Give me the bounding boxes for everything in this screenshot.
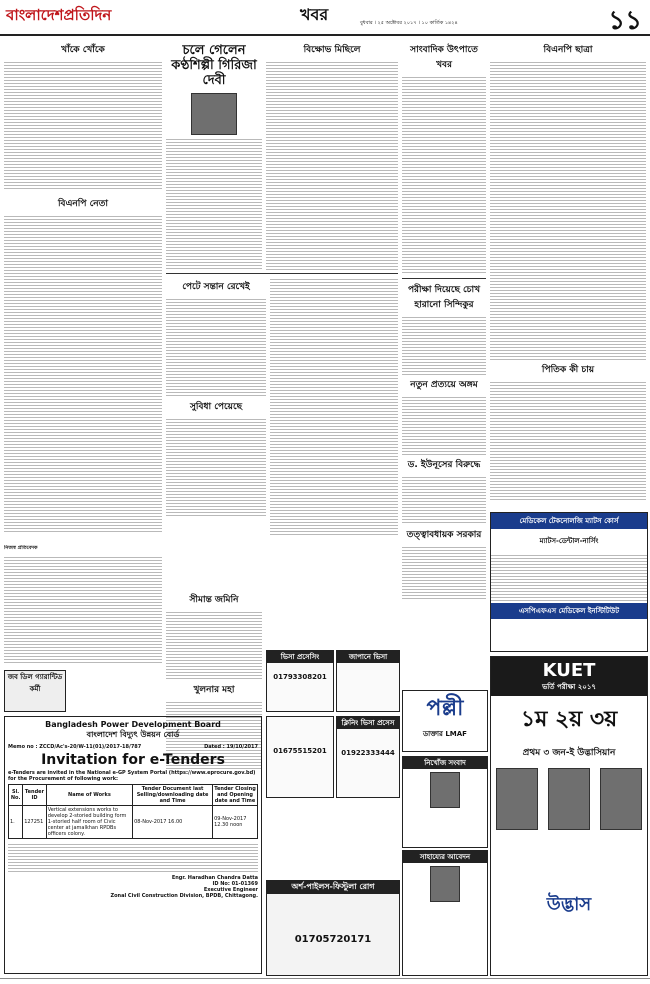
footer (0, 978, 650, 984)
ad-medical-body (491, 553, 647, 603)
ad-gold (4, 670, 66, 712)
ad-udvash (490, 656, 648, 976)
story-10-body (402, 315, 486, 375)
column-right-2 (490, 40, 646, 510)
ad-obituary-title: নিখোঁজ সংবাদ (403, 757, 487, 769)
tender-memo: Memo no : ZCCD/Ac's-20/W-11(01)/2017-18/787 (8, 744, 142, 750)
tender-cell: Vertical extensions works to develop 2-storied building form 1-storied half room of Civic center at jamalkhan RPDBs officers colony. (46, 806, 132, 839)
ad-pile (266, 880, 400, 976)
ad-phone-2-number: 01675515201 (273, 747, 327, 755)
tender-cell: 127251 (23, 806, 47, 839)
story-3 (4, 196, 162, 534)
kuet-sub: ভর্তি পরীক্ষা ২০১৭ (542, 683, 596, 691)
story-6-body (166, 417, 266, 517)
story-12-body (402, 475, 486, 525)
story-5-title: পেটে সন্তান রেখেই (182, 282, 250, 292)
ad-obituary (402, 756, 488, 848)
ad-tender (4, 716, 262, 974)
ad-phone-2 (266, 716, 334, 798)
story-15-title: পিতিক কী চায় (541, 365, 595, 375)
story-3-continued (4, 555, 162, 665)
story-7-body (402, 75, 486, 275)
ad-visa-2 (336, 650, 400, 712)
story-8-body (166, 610, 262, 680)
ad-help (402, 850, 488, 976)
topper-photo (496, 768, 538, 830)
story-11-body (402, 395, 486, 455)
ad-medical (490, 512, 648, 652)
story-1-title: খাঁকে খোঁকে (61, 45, 105, 55)
topper-photo (548, 768, 590, 830)
tender-heading: Invitation for e-Tenders (41, 752, 225, 768)
ad-pally-sub: ডাক্তার LMAF (423, 730, 467, 738)
story-4-continued (270, 277, 398, 537)
column-center (166, 40, 398, 580)
story-14-body (490, 60, 646, 360)
brand-logo: বাংলাদেশপ্রতিদিন (6, 6, 112, 24)
story-1 (4, 42, 162, 190)
story-12-title: ড. ইউনূসের বিরুদ্ধে (407, 460, 481, 470)
kuet-line: প্রথম ৩ জন-ই উদ্ভাসিয়ান (522, 748, 616, 758)
ad-medical-sub: ম্যাটস-ডেন্টাল-নার্সিং (539, 537, 599, 545)
ad-pile-phone: 01705720171 (294, 934, 372, 945)
tender-cell: 08-Nov-2017 16.00 (133, 806, 213, 839)
tender-signer-unit: Zonal Civil Construction Division, BPDB, Chittagong. (110, 893, 258, 899)
story-4-title: বিক্ষোভ মিছিলে (303, 45, 361, 55)
story-2-title: চলে গেলেন কণ্ঠশিল্পী গিরিজা দেবী (171, 43, 257, 88)
story-6-title: সুবিধা পেয়েছে (189, 402, 243, 412)
tender-col: Name of Works (46, 785, 132, 806)
tender-cell: 09-Nov-2017 12.30 noon (213, 806, 258, 839)
dateline: বুধবার । ২৫ অক্টোবর ২০১৭ । ১০ কার্তিক ১৪২৪ (360, 20, 458, 26)
masthead (0, 0, 650, 36)
story-13-body (402, 545, 486, 600)
story-14-title: বিএনপি ছাত্রা (543, 45, 593, 55)
story-9-title: খুলনার মহা (193, 685, 235, 695)
story-3-body (4, 214, 162, 534)
story-13-title: তত্ত্বাবধায়ক সরকার (406, 530, 482, 540)
tender-col: Tender ID (23, 785, 47, 806)
story-15-body (490, 380, 646, 500)
tender-table-header (9, 785, 258, 806)
tender-col: Tender Document last Selling/downloading date and Time (133, 785, 213, 806)
ad-visa-2-title: জাপানে ভিসা (337, 651, 399, 663)
story-7-title: সাংবাদিক উৎপাতে খবর (410, 45, 478, 70)
story-11-title: নতুন প্রত্যয়ে অঙ্গম (410, 380, 478, 390)
column-left (4, 40, 162, 540)
ad-visa-phone: 01793308201 (273, 673, 327, 681)
obituary-photo (430, 772, 460, 808)
story-1-body (4, 60, 162, 190)
ad-visa-title: ভিসা প্রসেসিং (267, 651, 333, 663)
column-left-lower (4, 545, 162, 665)
ad-medical-inst: এসপিএফএস মেডিকেল ইনস্টিটিউট (491, 603, 647, 619)
tender-org-bn: বাংলাদেশ বিদ্যুৎ উন্নয়ন বোর্ড (86, 730, 180, 739)
tender-intro: e-Tenders are invited in the National e-GP System Portal (https://www.eprocure.gov.bd) for the Procurement of following work: (8, 770, 256, 782)
tender-cell: 1. (9, 806, 23, 839)
ad-help-title: সাহায্যের আবেদন (403, 851, 487, 863)
tender-org: Bangladesh Power Development Board (45, 720, 221, 729)
tender-signer-id: ID No: 01-01369 (212, 881, 258, 887)
story-10-title: পরীক্ষা দিয়েছে চোখ হারানো সিন্দিকুর (407, 285, 481, 310)
ad-gold-title: জব ডিল গ্যারান্টিড কর্মী (7, 673, 63, 693)
tender-signer-role: Executive Engineer (203, 887, 258, 893)
column-right-1 (402, 40, 486, 600)
ad-visa (266, 650, 334, 712)
tender-table (8, 784, 258, 839)
tender-col: Tender Closing and Opening date and Time (214, 786, 256, 804)
ad-pally (402, 690, 488, 752)
kuet-title: KUET (542, 660, 596, 681)
tender-notes (8, 842, 258, 872)
byline: নিজস্ব প্রতিবেদক (4, 545, 38, 551)
ad-visa-3-title: ক্লিনিং ভিসা প্রসেস (337, 717, 399, 729)
section-title: খবর (300, 5, 329, 24)
udvash-logo: উদ্ভাস (546, 894, 592, 915)
ad-pile-title: অর্শ-পাইলস-ফিস্টুলা রোগ (267, 881, 399, 894)
story-4-body (266, 60, 398, 270)
story-8-title: সীমান্ত জমিনি (189, 595, 239, 605)
ad-pally-title: পল্লী (426, 696, 464, 721)
ad-visa-3-phone: 01922333444 (341, 749, 395, 757)
tender-signer: Engr. Haradhan Chandra Datta (171, 875, 258, 881)
ad-visa-3 (336, 716, 400, 798)
story-3-title: বিএনপি নেতা (57, 199, 108, 209)
tender-dated: Dated : 19/10/2017 (204, 744, 258, 750)
ad-medical-title: মেডিকেল টেকনোলজি ম্যাটস কোর্স (491, 513, 647, 529)
page-number: ১১ (608, 6, 642, 36)
tender-table-row (9, 806, 258, 839)
help-photo (430, 866, 460, 902)
topper-photo (600, 768, 642, 830)
story-5-body (166, 297, 266, 397)
tender-col: Sl. No. (9, 785, 23, 806)
kuet-ranks: ১ম ২য় ৩য় (520, 707, 618, 732)
